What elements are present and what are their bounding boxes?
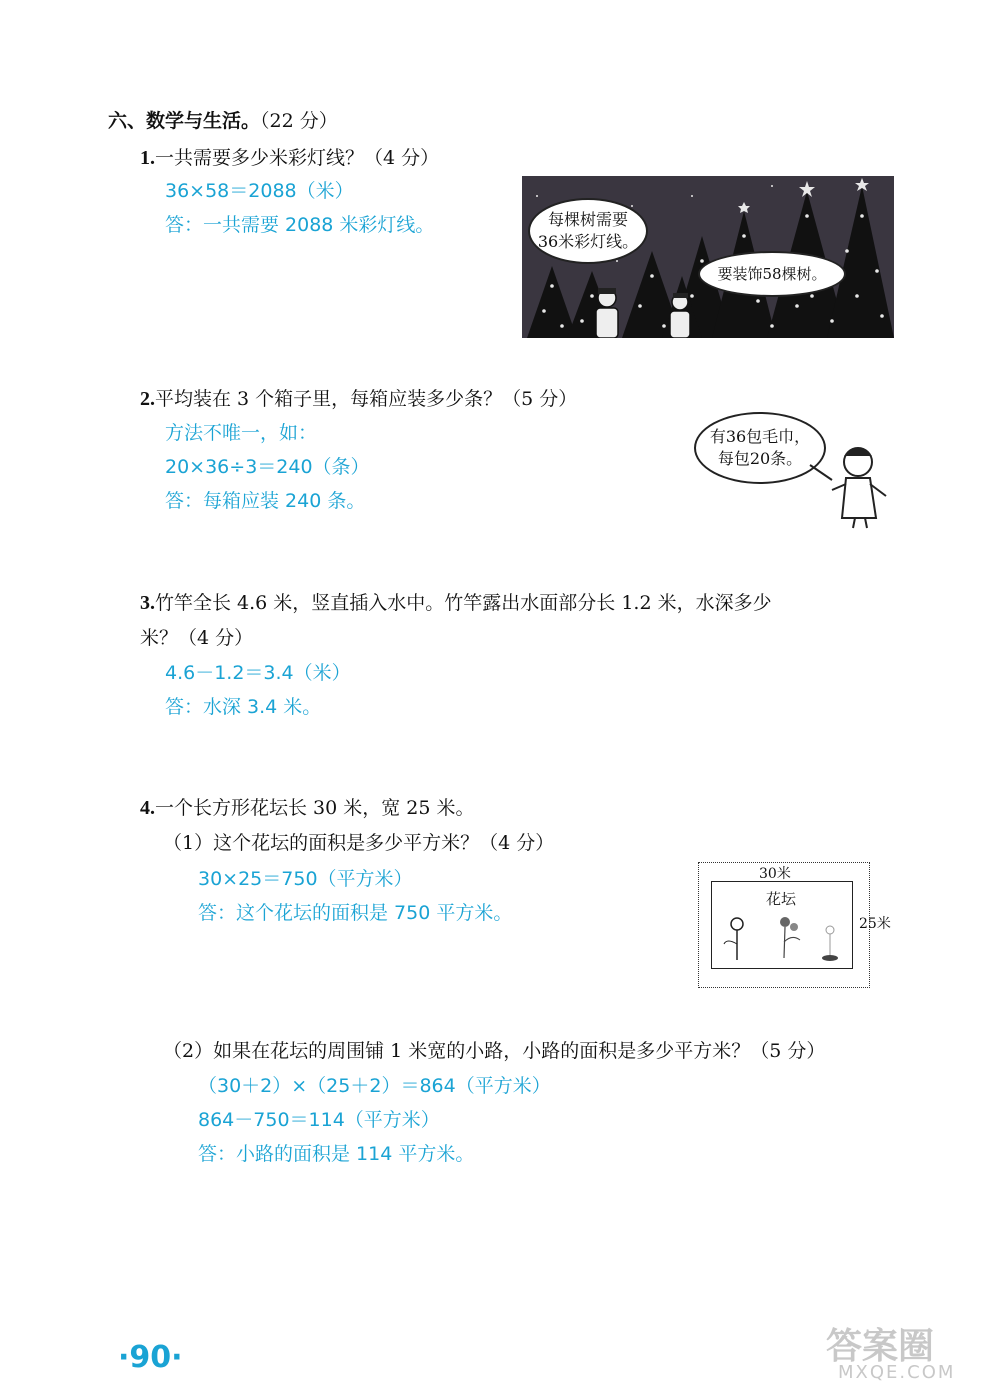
page-number: ·90·	[118, 1340, 183, 1375]
section-title	[108, 106, 338, 133]
question-text: 一个长方形花坛长 30 米，宽 25 米。	[155, 797, 475, 819]
page-number-text: 90	[129, 1340, 172, 1375]
question-number: 4.	[140, 797, 155, 819]
bubble-3-line-2: 每包20条。	[717, 449, 803, 468]
flowers-graphic	[712, 882, 852, 968]
watermark-url: MXQE.COM	[838, 1362, 956, 1383]
q3-answer-line-1: 4.6－1.2＝3.4（米）	[165, 662, 351, 684]
bubble-1-line-1: 每棵树需要	[547, 210, 628, 229]
question-4	[140, 793, 475, 820]
q4-1-answer-line-1: 30×25＝750（平方米）	[198, 868, 413, 890]
q3-answer-line-2: 答：水深 3.4 米。	[165, 696, 322, 718]
q4-2-answer-line-2: 864－750＝114（平方米）	[198, 1109, 440, 1131]
christmas-trees-illustration	[522, 176, 894, 338]
question-4-part-2: （2）如果在花坛的周围铺 1 米宽的小路，小路的面积是多少平方米？（5 分）	[163, 1040, 826, 1062]
question-number: 1.	[140, 147, 155, 169]
question-number: 2.	[140, 388, 155, 410]
speech-bubble-1	[528, 198, 648, 264]
question-number: 3.	[140, 592, 155, 614]
q2-answer-line-1: 方法不唯一，如：	[165, 422, 318, 444]
question-text: 平均装在 3 个箱子里，每箱应装多少条？（5 分）	[155, 388, 578, 410]
question-3	[140, 588, 772, 615]
bubble-3-line-1: 有36包毛巾，	[709, 427, 811, 446]
width-label: 25米	[859, 916, 891, 932]
section-title-text: 六、数学与生活。	[108, 110, 261, 132]
question-3-line-2: 米？（4 分）	[140, 627, 254, 649]
question-text-line-1: 竹竿全长 4.6 米，竖直插入水中。竹竿露出水面部分长 1.2 米，水深多少	[155, 592, 772, 614]
q4-1-answer-line-2: 答：这个花坛的面积是 750 平方米。	[198, 902, 513, 924]
q4-2-answer-line-1: （30＋2）×（25＋2）＝864（平方米）	[198, 1075, 551, 1097]
length-label: 30米	[759, 866, 791, 882]
question-text: 一共需要多少米彩灯线？（4 分）	[155, 147, 440, 169]
q1-answer-line-1: 36×58＝2088（米）	[165, 180, 354, 202]
question-1	[140, 143, 439, 170]
q2-answer-line-3: 答：每箱应装 240 条。	[165, 490, 366, 512]
boy-graphic	[690, 410, 900, 530]
q1-answer-line-2: 答：一共需要 2088 米彩灯线。	[165, 214, 435, 236]
q2-answer-line-2: 20×36÷3＝240（条）	[165, 456, 370, 478]
flower-bed-figure	[698, 862, 891, 988]
speech-bubble-2: 要装饰58棵树。	[698, 251, 846, 297]
flower-bed-label: 花坛	[766, 890, 797, 908]
watermark-logo: 答案圈	[826, 1326, 935, 1367]
boy-illustration	[690, 410, 900, 530]
flower-bed-rect	[711, 881, 853, 969]
section-score: （22 分）	[260, 110, 338, 132]
question-2	[140, 384, 577, 411]
question-4-part-1: （1）这个花坛的面积是多少平方米？（4 分）	[163, 832, 555, 854]
bubble-1-line-2: 36米彩灯线。	[537, 232, 639, 251]
q4-2-answer-line-3: 答：小路的面积是 114 平方米。	[198, 1143, 475, 1165]
